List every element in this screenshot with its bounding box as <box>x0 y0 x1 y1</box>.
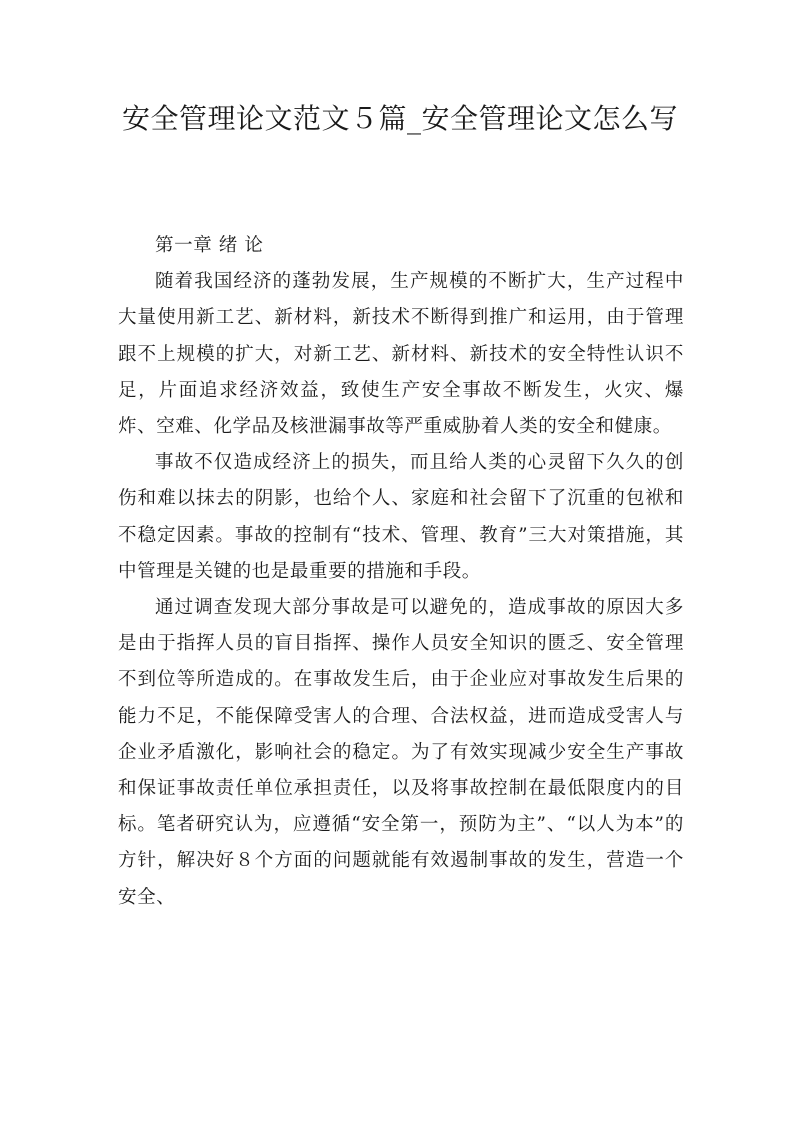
paragraph-2: 事故不仅造成经济上的损失，而且给人类的心灵留下久久的创伤和难以抹去的阴影，也给个人、家庭和社会留下了沉重的包袱和不稳定因素。事故的控制有“技术、管理、教育”三大对策措施，其中管理是关键的也是最重要的措施和手段。 <box>118 452 684 582</box>
paragraph-1: 随着我国经济的蓬勃发展，生产规模的不断扩大，生产过程中大量使用新工艺、新材料，新技术不断得到推广和运用，由于管理跟不上规模的扩大，对新工艺、新材料、新技术的安全特性认识不足，片面追求经济效益，致使生产安全事故不断发生，火灾、爆炸、空难、化学品及核泄漏事故等严重威胁着人类的安全和健康。 <box>118 271 684 438</box>
document-title: 安全管理论文范文５篇_安全管理论文怎么写 <box>121 102 678 135</box>
document-body <box>118 228 684 916</box>
paragraph-3: 通过调查发现大部分事故是可以避免的，造成事故的原因大多是由于指挥人员的盲目指挥、操作人员安全知识的匮乏、安全管理不到位等所造成的。在事故发生后，由于企业应对事故发生后果的能力不足，不能保障受害人的合理、合法权益，进而造成受害人与企业矛盾激化，影响社会的稳定。为了有效实现减少安全生产事故和保证事故责任单位承担责任，以及将事故控制在最低限度内的目标。笔者研究认为，应遵循“安全第一，预防为主”、“以人为本”的方针，解决好８个方面的问题就能有效遏制事故的发生，营造一个安全、 <box>118 597 684 908</box>
chapter-heading: 第一章 绪 论 <box>155 235 264 256</box>
